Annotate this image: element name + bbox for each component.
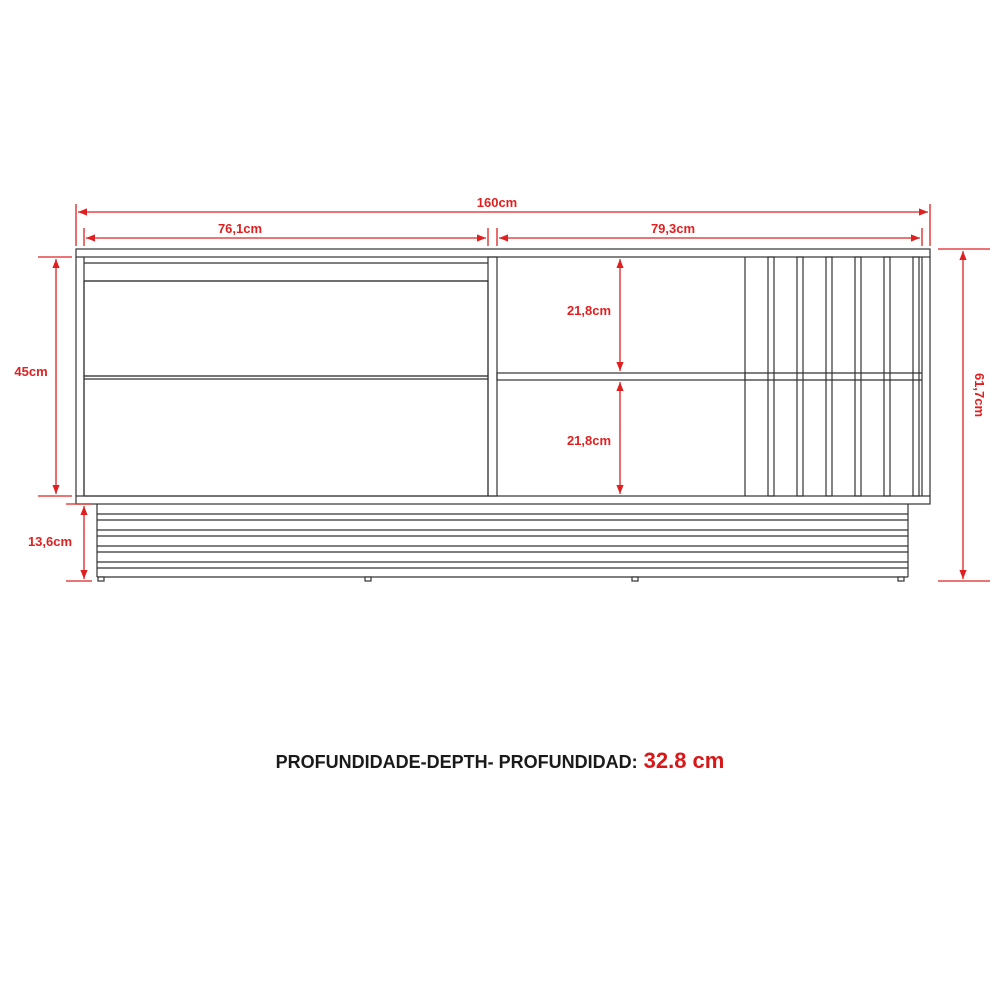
label-right-width: 79,3cm xyxy=(650,221,696,236)
label-total-height: 61,7cm xyxy=(972,372,987,418)
depth-label: PROFUNDIDADE-DEPTH- PROFUNDIDAD: xyxy=(275,752,638,772)
top-plank xyxy=(76,249,930,257)
bottom-plank xyxy=(76,496,930,504)
label-shelf-bottom: 21,8cm xyxy=(566,433,612,448)
drawer-front-upper xyxy=(84,281,488,376)
dimension-lines xyxy=(38,204,990,581)
drawer-front-lower xyxy=(84,376,488,496)
furniture-drawing xyxy=(76,249,930,581)
slatted-door xyxy=(745,257,922,496)
depth-caption xyxy=(0,748,1000,774)
depth-value: 32.8 cm xyxy=(643,748,725,773)
label-body-height: 45cm xyxy=(14,364,48,379)
label-total-width: 160cm xyxy=(476,195,518,210)
slatted-base xyxy=(97,504,908,577)
shelf-board xyxy=(497,373,745,380)
label-base-height: 13,6cm xyxy=(27,534,73,549)
label-left-width: 76,1cm xyxy=(217,221,263,236)
middle-divider xyxy=(488,257,497,496)
label-shelf-top: 21,8cm xyxy=(566,303,612,318)
